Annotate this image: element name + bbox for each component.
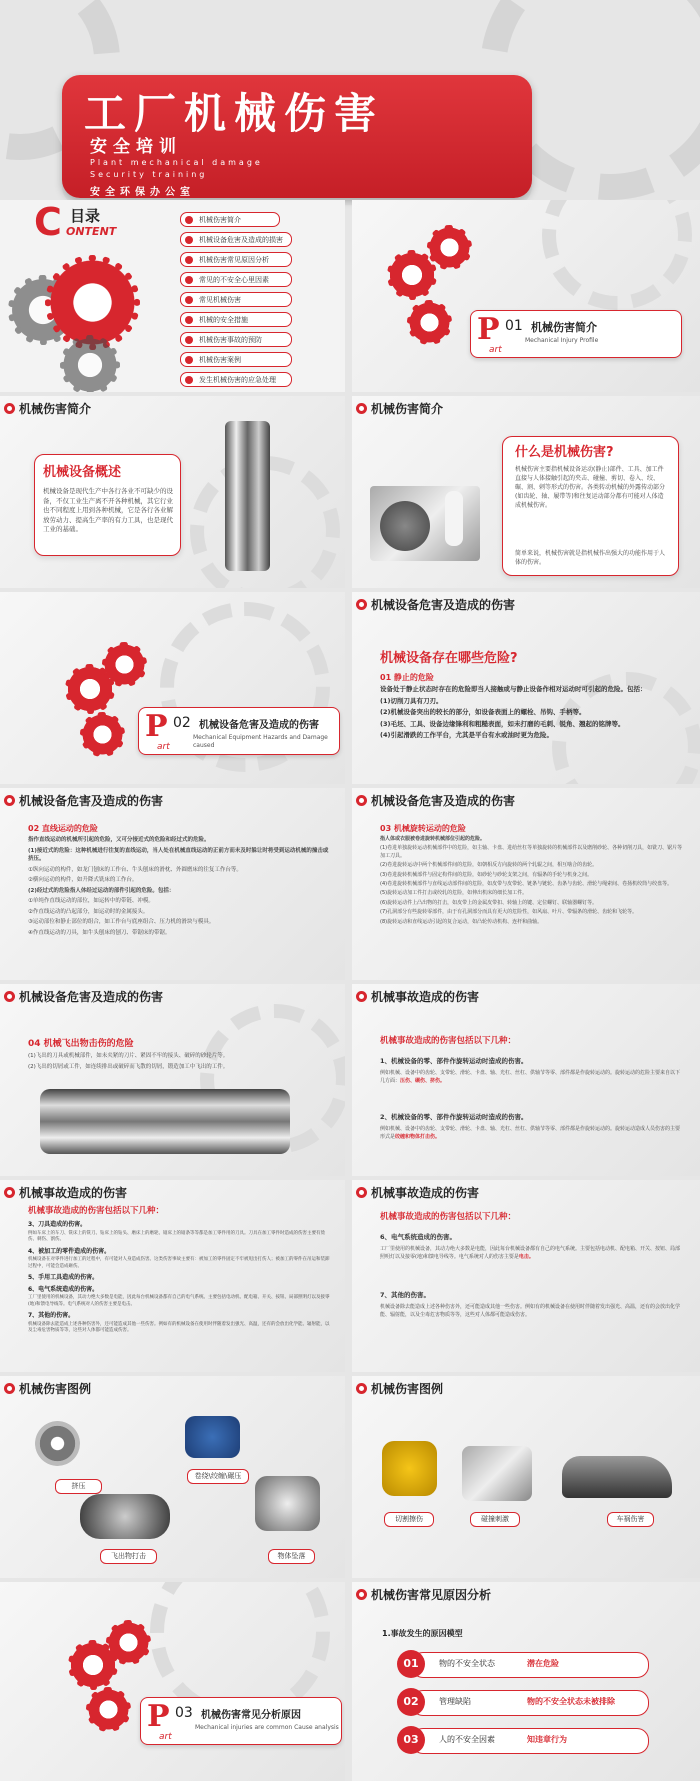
red-gear — [106, 1620, 151, 1665]
header-dot-icon — [4, 403, 15, 414]
toc-item[interactable]: 常见的不安全心里因素 — [180, 272, 292, 287]
accident-text: 例如机械、设备中的齿轮、支带轮、滑轮、卡盘、轴、光杠、丝杠、供轴节等零、部件都是作旋转运动的。旋转运动的危险主要来自以下几方面： — [380, 1070, 681, 1084]
intro-slide-1 — [0, 396, 345, 588]
slide-header — [356, 1184, 479, 1201]
text-line: ④作直线运动的刀具，如牛头刨床的刨刀、带锯床的带锯。 — [28, 929, 171, 936]
accident-heading-2: 2、机械设备的零、部件作旋转运动时造成的伤害。 — [380, 1113, 528, 1121]
toc-item[interactable]: 机械伤害事故的预防 — [180, 332, 292, 347]
slide-header — [356, 1586, 491, 1603]
cause-item: 人的不安全因素 — [439, 1735, 495, 1744]
slide-header — [356, 596, 515, 613]
list-heading: 4、被加工的零件造成的伤害。 — [28, 1247, 111, 1255]
toc-item[interactable]: 机械伤害简介 — [180, 212, 280, 227]
toc-item[interactable]: 常见机械伤害 — [180, 292, 292, 307]
cover-title-panel — [62, 75, 532, 198]
what-box — [502, 436, 679, 576]
text-line: (5)旋转运动加工件打击或绞轧的危险，如伸出机床的细长加工件。 — [380, 890, 528, 897]
list-heading: 7、其他的伤害。 — [28, 1312, 75, 1319]
list-text: 工厂里使用的机械设备，其动力绝大多数是电能，因此每台机械设备都有自己的电气系统。主要包括电动机、配电箱、开关、按钮、局部照明灯以及接零(地)和馈电导线等。电气系统对人的伤害主要是电击。 — [28, 1295, 330, 1307]
cause-number: 01 — [397, 1650, 425, 1678]
slide-header — [4, 1380, 91, 1397]
slide-header-text: 机械伤害图例 — [19, 1382, 92, 1396]
text-line: 指作直线运动的机械所引起的危险，又可分接近式的危险和经过式的危险。 — [28, 837, 210, 843]
gear-image — [35, 1421, 80, 1466]
text-line: (3)毛坯、工具、设备边缘锋利和粗糙表面，如未打磨的毛刺、锐角、翘起的铭牌等。 — [380, 719, 625, 728]
toc-content: ONTENT — [66, 225, 117, 238]
text-line: (2)卷进旋转运动中两个机械部件间的危险，如朝相反方向旋转的两个轧辊之间，相互啮合的齿轮。 — [380, 862, 598, 869]
case-label: 物体坠落 — [268, 1549, 315, 1564]
what-title: 什么是机械伤害? — [515, 445, 614, 460]
slide-header — [356, 1380, 443, 1397]
slide-header-text: 机械伤害图例 — [371, 1382, 444, 1396]
part-number: 01 — [505, 318, 523, 334]
accident-subtitle: 机械事故造成的伤害包括以下几种： — [380, 1212, 517, 1222]
red-gear — [80, 712, 125, 757]
danger-question: 机械设备存在哪些危险? — [380, 651, 518, 666]
factory-photo — [370, 486, 480, 561]
part-art-text: art — [157, 742, 170, 752]
slide-header-text: 机械事故造成的伤害 — [371, 990, 480, 1004]
slide-header-text: 机械伤害简介 — [19, 402, 92, 416]
text-line: ②作直线运动的凸起部分，如运动时的金属接头。 — [28, 908, 149, 915]
header-dot-icon — [4, 795, 15, 806]
overview-title: 机械设备概述 — [43, 465, 122, 480]
cause-subtitle: 1.事故发生的原因模型 — [382, 1629, 463, 1638]
toc-item[interactable]: 机械设备危害及造成的损害 — [180, 232, 292, 247]
accident-text: 工厂里使用的机械设备，其动力绝大多数是电能，因此每台机械设备都有自己的电气系统。主要包括电动机、配电箱、开关、按钮、局部照明灯以及接零(地)和馈电导线等。电气系统对人的伤害主要是 — [380, 1246, 681, 1260]
header-dot-icon — [356, 1187, 367, 1198]
part-label — [138, 707, 340, 755]
accident-slide-2 — [0, 1180, 345, 1372]
pump-image — [255, 1476, 320, 1531]
cases-slide-1 — [0, 1376, 345, 1578]
car-crash-image — [562, 1456, 672, 1498]
accident-subtitle: 机械事故造成的伤害包括以下几种： — [380, 1036, 517, 1046]
slide-header-text: 机械设备危害及造成的伤害 — [371, 598, 516, 612]
part-p-letter: P — [145, 709, 168, 744]
case-label: 卷绕\绞缠\碾压 — [187, 1469, 249, 1484]
slide-header-text: 机械设备危害及造成的伤害 — [19, 990, 164, 1004]
engine-image — [40, 1089, 290, 1154]
text-line: (4)引起滑跌的工作平台，尤其是平台有水或油时更为危险。 — [380, 731, 553, 739]
list-text: 机械设备除去能造成上述各种伤害外，还可能造成其他一些伤害。例如有的机械设备在使用时伴随着发出强光、高温，还有的会放出化学能、辐射能，以及尘毒危害物质等等，这些对人体都可能造成伤害。 — [28, 1321, 330, 1333]
slide-header — [4, 400, 91, 417]
text-line: (1)接近式的危险：这种机械进行往复的直线运动，当人处在机械直线运动的正前方而未及时躲让时将受到运动机械的撞击或挤压。 — [28, 847, 329, 862]
gear-photo — [0, 240, 150, 390]
cause-number: 02 — [397, 1688, 425, 1716]
text-line: 设备处于静止状态时存在的危险即当人接触或与静止设备作相对运动时可引起的危险。包括： — [380, 685, 647, 693]
slide-header-text: 机械事故造成的伤害 — [19, 1186, 128, 1200]
case-label: 挤压 — [55, 1479, 102, 1494]
text-line: ③运动部位和静止部位的组合，如工作台与底座组合、压力机的滑块与模具。 — [28, 919, 215, 925]
part-01-slide — [352, 200, 700, 392]
part-02-slide — [0, 592, 345, 784]
grinder-image — [382, 1441, 437, 1496]
cover-subtitle: 安全培训 — [90, 137, 182, 157]
text-line: (7)孔洞部分有些旋转零部件，由于有孔洞部分而具有更大的危险性，如风扇、叶片、带辐条的滑轮、齿轮和飞轮等。 — [380, 909, 638, 916]
text-line: (4)卷进旋转机械部件与直线运动部件间的危险，如皮带与皮带轮、链条与链轮、齿条与齿轮、滑轮与绳索间、卷扬机绞筒与绞盘等。 — [380, 881, 673, 888]
part-art-text: art — [489, 345, 502, 355]
what-text-1: 机械伤害主要指机械设备运动(静止)部件、工具、加工件直接与人体接触引起的夹击、碰撞、剪切、卷入、绞、碾、割、刺等形式的伤害。各类转动机械的外露传动部分(如齿轮、轴、履带等)和往复运动部分都有可能对人体造成机械伤害。 — [515, 466, 666, 509]
accident-text-highlight: 绞缠和物体打击伤。 — [395, 1133, 441, 1140]
danger-slide-4 — [0, 984, 345, 1176]
list-text: 例如车床上的车刀、铣床上的铣刀、钻床上的钻头、磨床上的磨轮、锯床上的锯条等等都是加工零件用的刀具。刀具在加工零件时造成的伤害主要有烫伤、刺伤、割伤。 — [28, 1230, 325, 1242]
accident-slide-3 — [352, 1180, 700, 1372]
text-line: (2)经过式的危险指人体经过运动的部件引起的危险。包括： — [28, 887, 175, 894]
slide-header-text: 机械设备危害及造成的伤害 — [371, 794, 516, 808]
cause-row — [397, 1688, 647, 1716]
accident-heading-7: 7、其他的伤害。 — [380, 1291, 431, 1299]
toc-c-letter: C — [34, 200, 62, 244]
header-dot-icon — [4, 991, 15, 1002]
part-art-text: art — [159, 1732, 172, 1742]
belt-image — [80, 1494, 170, 1539]
list-heading: 5、手用工具造成的伤害。 — [28, 1274, 99, 1281]
text-line: ①纵向运动的构件，如龙门刨床的工作台、牛头刨床的滑枕、外圆磨床的往复工作台等。 — [28, 866, 242, 873]
danger-text — [380, 836, 685, 928]
slide-header-text: 机械伤害简介 — [371, 402, 444, 416]
cover-dept: 安全环保办公室 — [90, 187, 195, 198]
part-title: 机械设备危害及造成的伤害 — [199, 720, 319, 731]
part-number: 03 — [175, 1705, 193, 1721]
part-en-title: Mechanical Injury Profile — [525, 337, 599, 344]
cause-item: 物的不安全状态 — [439, 1659, 495, 1668]
cover-title: 工厂机械伤害 — [84, 89, 385, 138]
header-dot-icon — [356, 599, 367, 610]
case-label: 车祸伤害 — [607, 1512, 654, 1527]
header-dot-icon — [356, 991, 367, 1002]
red-gear — [407, 300, 452, 345]
motor-image — [185, 1416, 240, 1458]
danger-slide-1 — [352, 592, 700, 784]
accident-slide-1 — [352, 984, 700, 1176]
text-line: (6)旋转运动件上凸出物的打击，如皮带上的金属皮带扣、转轴上的键、定位螺钉、联轴器螺钉等。 — [380, 899, 598, 906]
slide-header-text: 机械伤害常见原因分析 — [371, 1588, 492, 1602]
cases-slide-2 — [352, 1376, 700, 1578]
slide-header — [4, 988, 163, 1005]
danger-text — [28, 836, 333, 939]
case-label: 碰撞刺激 — [470, 1512, 520, 1527]
accident-text: 例如机械、设备中的齿轮、支带轮、滑轮、卡盘、轴、光杠、丝杠、供轴节等零、部件都是作旋转运动的。旋转运动造成人员伤害的主要形式是 — [380, 1126, 681, 1140]
part-title: 机械伤害常见分析原因 — [201, 1710, 301, 1721]
slide-header — [4, 1184, 127, 1201]
accident-text-1 — [380, 1070, 680, 1085]
part-p-letter: P — [147, 1699, 170, 1734]
case-label: 飞出物打击 — [100, 1549, 157, 1564]
danger-slide-3 — [352, 788, 700, 980]
slide-header — [356, 792, 515, 809]
slide-header-text: 机械事故造成的伤害 — [371, 1186, 480, 1200]
toc-slide — [0, 200, 345, 392]
cause-item: 管理缺陷 — [439, 1697, 471, 1706]
accident-text-highlight: 电击。 — [518, 1253, 534, 1260]
cause-row — [397, 1650, 647, 1678]
danger-text — [380, 685, 680, 743]
slide-header — [356, 400, 443, 417]
case-label: 切割擦伤 — [384, 1512, 434, 1527]
text-line: (8)旋转运动和直线运动引起的复合运动，如凸轮传动机构、连杆和曲轴。 — [380, 918, 543, 925]
part-title: 机械伤害简介 — [531, 321, 597, 334]
machine-part-image — [225, 421, 270, 571]
part-03-slide — [0, 1582, 345, 1781]
part-number: 02 — [173, 715, 191, 731]
red-gear — [86, 1687, 131, 1732]
header-dot-icon — [356, 1589, 367, 1600]
toc-item[interactable]: 发生机械伤害的应急处理 — [180, 372, 292, 387]
header-dot-icon — [356, 795, 367, 806]
overview-box — [34, 454, 181, 556]
cover-en-1: Plant mechanical damage — [90, 158, 263, 167]
text-line: (2)飞出的切屑或工件，如连续排出或破碎而飞散的切屑，锻造加工中飞出的工件。 — [28, 1063, 229, 1070]
part-label — [140, 1697, 342, 1745]
danger-text — [28, 1052, 328, 1073]
header-dot-icon — [356, 403, 367, 414]
cover-slide — [0, 0, 700, 200]
toc-item[interactable]: 机械伤害常见原因分析 — [180, 252, 292, 267]
what-text-2: 简单来说，机械伤害就是指机械作出强大的功能作用于人体的伤害。 — [515, 550, 666, 566]
danger-subtitle: 01 静止的危险 — [380, 673, 434, 682]
accident-heading-6: 6、电气系统造成的伤害。 — [380, 1233, 457, 1241]
list-text: 机械设备在对零件进行加工的过程中，有可能对人身造成伤害。这类伤害事故主要有：被加工的零件固定不牢被甩出打伤人；被加工的零件在吊运和装卸过程中，可能会造成砸伤。 — [28, 1257, 330, 1269]
part-label — [470, 310, 682, 358]
list-heading: 3、刀具造成的伤害。 — [28, 1221, 87, 1228]
header-dot-icon — [4, 1383, 15, 1394]
slide-header — [356, 988, 479, 1005]
header-dot-icon — [356, 1383, 367, 1394]
cause-result: 潜在危险 — [527, 1659, 559, 1668]
text-line: ①单纯作直线运动的部位，如运转中的带链、冲模。 — [28, 898, 154, 904]
accident-text-2 — [380, 1126, 680, 1141]
toc-title: 目录 — [70, 207, 101, 225]
cover-en-2: Security training — [90, 170, 208, 179]
text-line: 指人体或衣服被卷进旋转机械部位引起的危险。 — [380, 836, 486, 842]
accident-text-6 — [380, 1246, 680, 1261]
danger-subtitle: 02 直线运动的危险 — [28, 824, 98, 833]
danger-subtitle: 04 机械飞出物击伤的危险 — [28, 1039, 134, 1049]
list-heading: 6、电气系统造成的伤害。 — [28, 1285, 99, 1293]
part-en-title: Mechanical injuries are common Cause analysis — [195, 1724, 339, 1731]
slide-header — [4, 792, 163, 809]
cause-result: 物的不安全状态未被排除 — [527, 1697, 615, 1706]
slide-header-text: 机械设备危害及造成的伤害 — [19, 794, 164, 808]
text-line: ②横向运动的构件，如升降式铣床的工作台。 — [28, 877, 138, 883]
danger-slide-2 — [0, 788, 345, 980]
red-gear — [427, 225, 472, 270]
cause-number: 03 — [397, 1726, 425, 1754]
red-gear — [102, 642, 147, 687]
text-line: (1)卷进单独旋转运动机械部件中的危险，如主轴、卡盘、进给丝杠等单独旋转的机械部件以及磨削砂轮、各种切削刀具，如铣刀、锯片等加工刀具。 — [380, 845, 683, 859]
danger-subtitle: 03 机械旋转运动的危险 — [380, 824, 466, 833]
toc-item[interactable]: 机械的安全措施 — [180, 312, 292, 327]
accident-list — [28, 1220, 333, 1337]
cause-slide — [352, 1582, 700, 1781]
accident-heading-1: 1、机械设备的零、部件作旋转运动时造成的伤害。 — [380, 1057, 528, 1065]
part-p-letter: P — [477, 312, 500, 347]
part-en-title: Mechanical Equipment Hazards and Damage caused — [193, 734, 328, 749]
text-line: (2)机械设备突出的较长的部分，如设备表面上的螺栓、吊钩、手柄等。 — [380, 708, 586, 716]
cause-result: 知违章行为 — [527, 1735, 567, 1744]
text-line: (3)卷进旋转机械部件与固定构件间的危险，如砂轮与砂轮支架之间，有辐条的手轮与机身之间。 — [380, 871, 593, 878]
toc-item[interactable]: 机械伤害案例 — [180, 352, 292, 367]
header-dot-icon — [4, 1187, 15, 1198]
accident-text-highlight: 压伤、碾伤、挤伤。 — [400, 1077, 446, 1084]
overview-text: 机械设备是现代生产中各行各业不可缺少的设备，不仅工业生产离不开各种机械，其它行业也不同程度上用到各种机械，它是各行各业解放劳动力、提高生产率的有力工具，也是现代工业的基础。 — [43, 487, 173, 533]
industrial-machine-image — [462, 1446, 532, 1501]
accident-text-7: 机械设备除去能造成上述各种伤害外，还可能造成其他一些伤害。例如有的机械设备在使用时伴随着发出强光、高温，还有的会放出化学能、辐射能，以及尘毒危害物质等等，这些对人体都可能造成伤害。 — [380, 1304, 681, 1318]
text-line: (1)飞出的刀具或机械部件，如未夹紧的刀片、紧固不牢的接头、破碎的砂轮片等。 — [28, 1053, 229, 1059]
intro-slide-2 — [352, 396, 700, 588]
text-line: (1)切削刀具有刀刃。 — [380, 696, 443, 705]
cause-row — [397, 1726, 647, 1754]
accident-subtitle: 机械事故造成的伤害包括以下几种： — [28, 1206, 165, 1216]
